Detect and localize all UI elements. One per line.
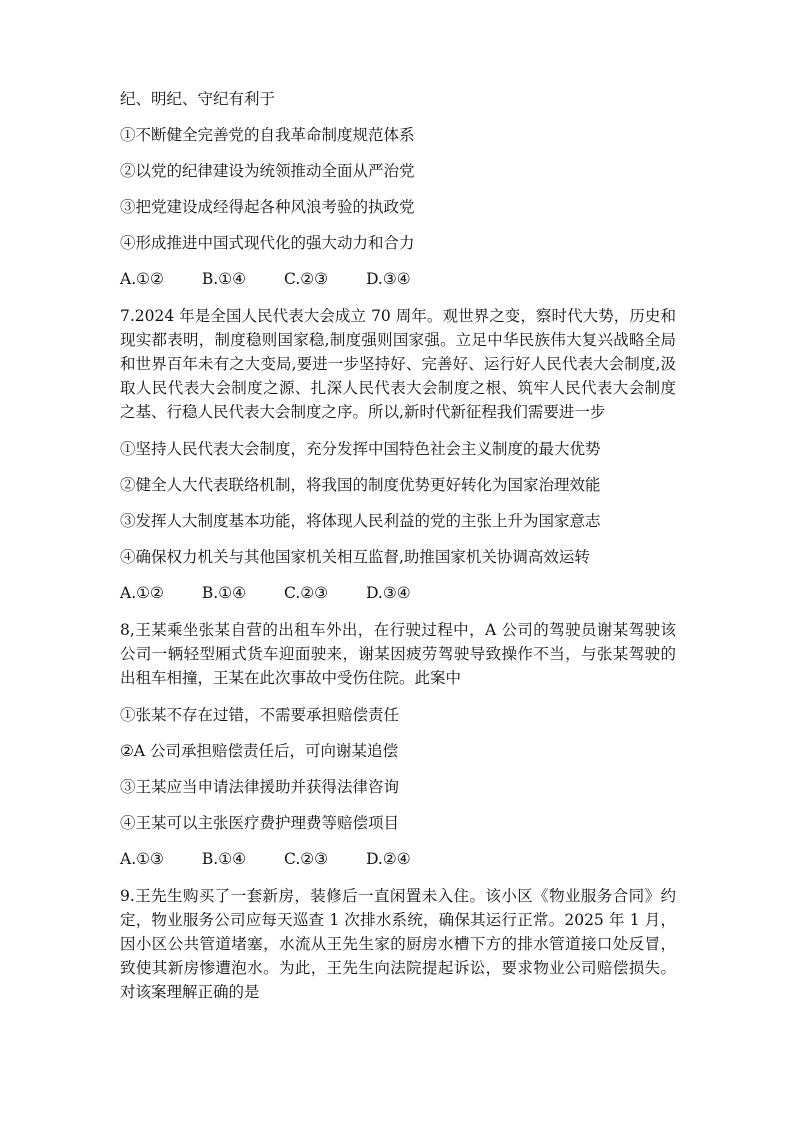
question-7-option-4: ④确保权力机关与其他国家机关相互监督,助推国家机关协调高效运转: [120, 548, 590, 566]
question-7-answer-b: B.①④: [201, 584, 247, 602]
question-6-option-4: ④形成推进中国式现代化的强大动力和合力: [120, 234, 415, 252]
exam-page: [120, 88, 676, 1018]
question-8-answer-a: A.①③: [120, 850, 164, 868]
question-7-answer-d: D.③④: [366, 584, 411, 602]
question-6-answer-b: B.①④: [201, 270, 247, 288]
question-8-option-1: ①张某不存在过错，不需要承担赔偿责任: [120, 706, 400, 724]
question-8-answers: [120, 848, 676, 870]
question-9: [120, 884, 676, 1004]
question-6-answer-a: A.①②: [120, 270, 164, 288]
question-6-option-1: ①不断健全完善党的自我革命制度规范体系: [120, 126, 415, 144]
question-7-answer-c: C.②③: [284, 584, 329, 602]
question-8-answer-c: C.②③: [284, 850, 329, 868]
question-8-answer-b: B.①④: [201, 850, 247, 868]
question-7-option-2: ②健全人大代表联络机制，将我国的制度优势更好转化为国家治理效能: [120, 476, 601, 494]
question-7: [120, 304, 676, 604]
question-8-answer-d: D.②④: [366, 850, 411, 868]
question-7-stem: 7.2024 年是全国人民代表大会成立 70 周年。观世界之变，察时代大势，历史和现实都表明，制度稳则国家稳,制度强则国家强。立足中华民族伟大复兴战略全局和世界百年未有之大变局,要进一步坚持好、完善好、运行好人民代表大会制度,汲取人民代表大会制度之源、扎深人民代表大会制度之根、筑牢人民代表大会制度之基、行稳人民代表大会制度之序。所以,新时代新征程我们需要进一步: [120, 307, 676, 421]
question-9-stem: 9.王先生购买了一套新房，装修后一直闲置未入住。该小区《物业服务合同》约定，物业服务公司应每天巡查 1 次排水系统，确保其运行正常。2025 年 1 月，因小区公共管道堵塞，水流从王先生家的厨房水槽下方的排水管道接口处反冒，致使其新房惨遭泡水。为此，王先生向法院提起诉讼，要求物业公司赔偿损失。对该案理解正确的是: [120, 887, 676, 1001]
question-7-option-3: ③发挥人大制度基本功能，将体现人民利益的党的主张上升为国家意志: [120, 512, 601, 530]
question-6-answer-d: D.③④: [366, 270, 411, 288]
question-7-option-1: ①坚持人民代表大会制度，充分发挥中国特色社会主义制度的最大优势: [120, 440, 601, 458]
question-6-option-2: ②以党的纪律建设为统领推动全面从严治党: [120, 162, 415, 180]
question-6-answer-c: C.②③: [284, 270, 329, 288]
question-6: [120, 88, 676, 290]
question-8-option-4: ④王某可以主张医疗费护理费等赔偿项目: [120, 814, 400, 832]
question-7-answer-a: A.①②: [120, 584, 164, 602]
question-6-answers: [120, 268, 676, 290]
question-8-option-2: ②A 公司承担赔偿责任后，可向谢某追偿: [120, 742, 399, 760]
question-8: [120, 618, 676, 870]
question-6-option-3: ③把党建设成经得起各种风浪考验的执政党: [120, 198, 415, 216]
question-8-option-3: ③王某应当申请法律援助并获得法律咨询: [120, 778, 400, 796]
question-7-answers: [120, 582, 676, 604]
question-6-stem-tail: 纪、明纪、守纪有利于: [120, 90, 276, 108]
question-8-stem: 8,王某乘坐张某自营的出租车外出，在行驶过程中，A 公司的驾驶员谢某驾驶该公司一辆轻型厢式货车迎面驶来，谢某因疲劳驾驶导致操作不当，与张某驾驶的出租车相撞，王某在此次事故中受伤住院。此案中: [120, 621, 676, 687]
